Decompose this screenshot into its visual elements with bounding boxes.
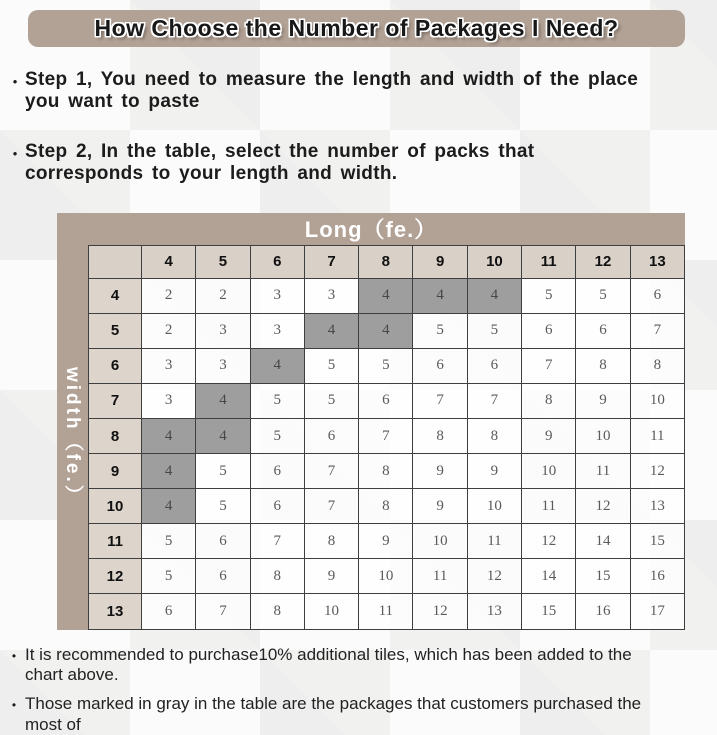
col-header-11: 11 <box>522 245 576 278</box>
package-count-cell: 8 <box>413 419 467 454</box>
long-axis-label: Long（fe.） <box>57 213 685 245</box>
table-row-width-9 <box>89 454 685 489</box>
package-count-cell: 10 <box>359 559 413 594</box>
package-count-cell: 5 <box>576 278 630 313</box>
package-count-cell: 5 <box>413 313 467 348</box>
package-count-cell: 10 <box>467 489 521 524</box>
table-row-width-6 <box>89 348 685 383</box>
package-count-cell: 10 <box>413 524 467 559</box>
col-header-9: 9 <box>413 245 467 278</box>
package-count-cell: 16 <box>576 594 630 629</box>
package-count-cell: 4 <box>250 348 304 383</box>
package-count-cell: 6 <box>576 313 630 348</box>
package-count-cell: 6 <box>196 524 250 559</box>
package-count-cell: 7 <box>522 348 576 383</box>
package-count-cell: 8 <box>467 419 521 454</box>
bullet-icon: • <box>11 648 17 663</box>
column-header-row <box>89 245 685 278</box>
page-title <box>28 10 685 47</box>
package-count-cell: 3 <box>142 348 196 383</box>
package-count-cell: 7 <box>250 524 304 559</box>
package-count-cell: 4 <box>467 278 521 313</box>
col-header-7: 7 <box>304 245 358 278</box>
package-count-cell: 4 <box>142 419 196 454</box>
package-count-cell: 11 <box>630 419 684 454</box>
infographic-page <box>0 10 717 735</box>
package-count-cell: 2 <box>142 313 196 348</box>
package-count-cell: 4 <box>196 383 250 418</box>
package-count-cell: 6 <box>630 278 684 313</box>
package-count-cell: 11 <box>413 559 467 594</box>
package-count-cell: 9 <box>359 524 413 559</box>
table-row-width-13 <box>89 594 685 629</box>
package-count-cell: 10 <box>576 419 630 454</box>
package-count-cell: 8 <box>359 454 413 489</box>
package-count-cell: 15 <box>630 524 684 559</box>
col-header-10: 10 <box>467 245 521 278</box>
package-count-cell: 9 <box>413 489 467 524</box>
table-row-width-5 <box>89 313 685 348</box>
package-count-cell: 17 <box>630 594 684 629</box>
package-count-cell: 6 <box>250 454 304 489</box>
page-title-text: How Choose the Number of Packages I Need? <box>94 15 619 41</box>
package-count-cell: 11 <box>467 524 521 559</box>
package-count-cell: 4 <box>413 278 467 313</box>
package-count-cell: 13 <box>467 594 521 629</box>
note-2-text: Those marked in gray in the table are the packages that customers purchased the most of <box>25 694 642 734</box>
package-count-cell: 12 <box>576 489 630 524</box>
package-count-cell: 7 <box>196 594 250 629</box>
package-count-cell: 5 <box>304 383 358 418</box>
bullet-icon: • <box>12 74 18 89</box>
package-count-cell: 12 <box>467 559 521 594</box>
step-2-text: Step 2, In the table, select the number of packs that corresponds to your length and width. <box>25 140 535 185</box>
package-count-cell: 15 <box>576 559 630 594</box>
row-header-4: 4 <box>89 278 142 313</box>
col-header-12: 12 <box>576 245 630 278</box>
package-count-cell: 9 <box>304 559 358 594</box>
table-row-width-4 <box>89 278 685 313</box>
package-count-cell: 8 <box>250 559 304 594</box>
bullet-icon: • <box>12 145 18 161</box>
col-header-6: 6 <box>250 245 304 278</box>
package-count-cell: 6 <box>467 348 521 383</box>
package-count-cell: 6 <box>250 489 304 524</box>
package-count-cell: 3 <box>196 313 250 348</box>
package-count-cell: 8 <box>576 348 630 383</box>
row-header-12: 12 <box>89 559 142 594</box>
package-count-cell: 5 <box>467 313 521 348</box>
row-header-6: 6 <box>89 348 142 383</box>
package-count-cell: 6 <box>304 419 358 454</box>
package-count-cell: 10 <box>630 383 684 418</box>
col-header-13: 13 <box>630 245 684 278</box>
packages-grid <box>88 245 685 630</box>
package-count-cell: 9 <box>522 419 576 454</box>
package-count-cell: 5 <box>522 278 576 313</box>
package-count-cell: 6 <box>522 313 576 348</box>
row-header-8: 8 <box>89 419 142 454</box>
package-count-cell: 7 <box>630 313 684 348</box>
row-header-13: 13 <box>89 594 142 629</box>
package-count-cell: 3 <box>142 383 196 418</box>
package-count-cell: 6 <box>196 559 250 594</box>
row-header-9: 9 <box>89 454 142 489</box>
note-2-item <box>0 694 717 735</box>
bullet-icon: • <box>11 698 17 713</box>
row-header-5: 5 <box>89 313 142 348</box>
package-count-cell: 16 <box>630 559 684 594</box>
package-count-cell: 10 <box>522 454 576 489</box>
table-row-width-8 <box>89 419 685 454</box>
package-count-cell: 4 <box>304 313 358 348</box>
steps-list <box>0 69 717 186</box>
corner-cell <box>89 245 142 278</box>
package-count-cell: 5 <box>196 454 250 489</box>
package-count-cell: 13 <box>630 489 684 524</box>
width-axis-label: width（fe.） <box>57 245 88 630</box>
package-count-cell: 5 <box>250 419 304 454</box>
step-1-text: Step 1, You need to measure the length and width of the place you want to paste <box>25 69 639 113</box>
package-count-cell: 11 <box>359 594 413 629</box>
table-row-width-11 <box>89 524 685 559</box>
package-count-cell: 6 <box>413 348 467 383</box>
packages-table <box>57 213 685 630</box>
package-count-cell: 5 <box>359 348 413 383</box>
package-count-cell: 7 <box>359 419 413 454</box>
package-count-cell: 3 <box>196 348 250 383</box>
table-row-width-12 <box>89 559 685 594</box>
package-count-cell: 5 <box>142 559 196 594</box>
package-count-cell: 12 <box>630 454 684 489</box>
notes-list <box>0 645 717 735</box>
package-count-cell: 9 <box>467 454 521 489</box>
package-count-cell: 4 <box>359 313 413 348</box>
step-2-item <box>0 141 717 186</box>
row-header-10: 10 <box>89 489 142 524</box>
package-count-cell: 2 <box>196 278 250 313</box>
package-count-cell: 3 <box>250 278 304 313</box>
package-count-cell: 12 <box>522 524 576 559</box>
package-count-cell: 5 <box>304 348 358 383</box>
package-count-cell: 3 <box>304 278 358 313</box>
package-count-cell: 6 <box>142 594 196 629</box>
table-row-width-7 <box>89 383 685 418</box>
package-count-cell: 8 <box>250 594 304 629</box>
package-count-cell: 6 <box>359 383 413 418</box>
package-count-cell: 3 <box>250 313 304 348</box>
package-count-cell: 4 <box>142 489 196 524</box>
package-count-cell: 15 <box>522 594 576 629</box>
col-header-5: 5 <box>196 245 250 278</box>
package-count-cell: 14 <box>576 524 630 559</box>
row-header-7: 7 <box>89 383 142 418</box>
package-count-cell: 5 <box>196 489 250 524</box>
package-count-cell: 11 <box>522 489 576 524</box>
note-1-text: It is recommended to purchase10% additional tiles, which has been added to the chart above. <box>25 644 632 684</box>
package-count-cell: 9 <box>413 454 467 489</box>
package-count-cell: 11 <box>576 454 630 489</box>
step-1-item <box>0 69 717 114</box>
col-header-4: 4 <box>142 245 196 278</box>
package-count-cell: 8 <box>359 489 413 524</box>
package-count-cell: 8 <box>522 383 576 418</box>
package-count-cell: 7 <box>467 383 521 418</box>
package-count-cell: 7 <box>304 489 358 524</box>
package-count-cell: 5 <box>250 383 304 418</box>
package-count-cell: 4 <box>142 454 196 489</box>
table-row-width-10 <box>89 489 685 524</box>
package-count-cell: 5 <box>142 524 196 559</box>
package-count-cell: 9 <box>576 383 630 418</box>
package-count-cell: 14 <box>522 559 576 594</box>
row-header-11: 11 <box>89 524 142 559</box>
package-count-cell: 12 <box>413 594 467 629</box>
package-count-cell: 8 <box>304 524 358 559</box>
package-count-cell: 7 <box>413 383 467 418</box>
package-count-cell: 7 <box>304 454 358 489</box>
package-count-cell: 2 <box>142 278 196 313</box>
note-1-item <box>0 645 717 686</box>
package-count-cell: 4 <box>196 419 250 454</box>
col-header-8: 8 <box>359 245 413 278</box>
package-count-cell: 10 <box>304 594 358 629</box>
package-count-cell: 4 <box>359 278 413 313</box>
packages-table-body <box>57 245 685 630</box>
package-count-cell: 8 <box>630 348 684 383</box>
